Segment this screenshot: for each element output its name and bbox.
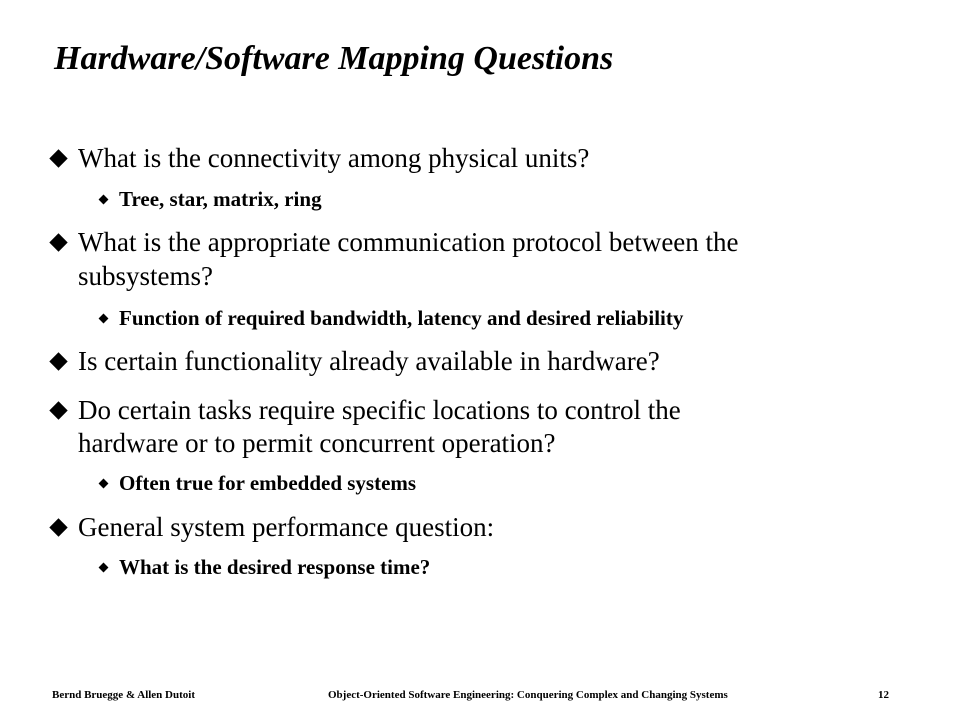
sub-bullet-text: Tree, star, matrix, ring	[119, 187, 322, 211]
small-diamond-bullet-icon	[99, 563, 109, 573]
footer-page-number: 12	[878, 689, 889, 701]
bullet-text: What is the connectivity among physical units?	[78, 143, 590, 173]
diamond-bullet-icon	[49, 401, 67, 419]
sub-bullet-text: Function of required bandwidth, latency and desired reliability	[119, 306, 684, 330]
footer-book-title: Object-Oriented Software Engineering: Conquering Complex and Changing Systems	[328, 689, 728, 701]
small-diamond-bullet-icon	[99, 314, 109, 324]
small-diamond-bullet-icon	[99, 479, 109, 489]
bullet-text: Is certain functionality already available in hardware?	[78, 346, 660, 376]
bullet-text-continuation: hardware or to permit concurrent operation?	[78, 428, 556, 458]
diamond-bullet-icon	[49, 149, 67, 167]
sub-bullet-text: What is the desired response time?	[119, 555, 431, 579]
diamond-bullet-icon	[49, 518, 67, 536]
bullet-text: Do certain tasks require specific locations to control the	[78, 395, 681, 425]
bullet-text: What is the appropriate communication protocol between the	[78, 227, 739, 257]
small-diamond-bullet-icon	[99, 195, 109, 205]
diamond-bullet-icon	[49, 233, 67, 251]
footer-authors: Bernd Bruegge & Allen Dutoit	[52, 689, 195, 701]
sub-bullet-text: Often true for embedded systems	[119, 471, 417, 495]
bullet-text-continuation: subsystems?	[78, 261, 213, 291]
bullet-text: General system performance question:	[78, 512, 495, 542]
slide-title: Hardware/Software Mapping Questions	[54, 40, 614, 77]
diamond-bullet-icon	[49, 352, 67, 370]
